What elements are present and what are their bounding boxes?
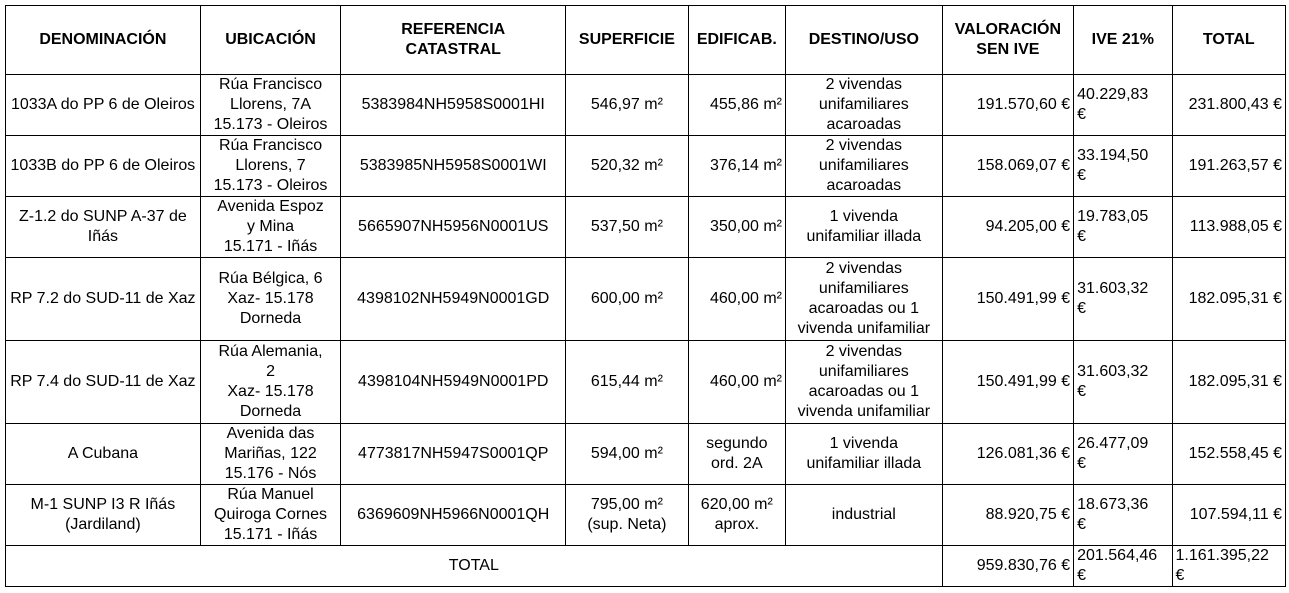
cell-destino: 1 vivenda unifamiliar illada xyxy=(786,424,943,485)
cell-valoracion: 88.920,75 € xyxy=(942,485,1074,546)
valuation-table xyxy=(5,5,1286,587)
cell-denominacion: 1033B do PP 6 de Oleiros xyxy=(6,136,201,197)
cell-ubicacion: Rúa Bélgica, 6 Xaz- 15.178 Dorneda xyxy=(200,258,341,341)
cell-referencia: 4398104NH5949N0001PD xyxy=(341,341,566,424)
cell-referencia: 4398102NH5949N0001GD xyxy=(341,258,566,341)
header-total: TOTAL xyxy=(1172,6,1286,75)
cell-denominacion: RP 7.4 do SUD-11 de Xaz xyxy=(6,341,201,424)
header-edificab: EDIFICAB. xyxy=(688,6,785,75)
cell-edificab: 455,86 m² xyxy=(688,75,785,136)
cell-total: 231.800,43 € xyxy=(1172,75,1286,136)
cell-edificab: 350,00 m² xyxy=(688,197,785,258)
cell-total: 182.095,31 € xyxy=(1172,258,1286,341)
cell-referencia: 4773817NH5947S0001QP xyxy=(341,424,566,485)
header-denominacion: DENOMINACIÓN xyxy=(6,6,201,75)
cell-superficie: 594,00 m² xyxy=(566,424,688,485)
cell-ubicacion: Rúa Manuel Quiroga Cornes 15.171 - Iñás xyxy=(200,485,341,546)
cell-ive: 31.603,32 € xyxy=(1074,341,1172,424)
header-destino: DESTINO/USO xyxy=(786,6,943,75)
cell-superficie: 600,00 m² xyxy=(566,258,688,341)
cell-destino: 1 vivenda unifamiliar illada xyxy=(786,197,943,258)
cell-superficie: 615,44 m² xyxy=(566,341,688,424)
cell-ubicacion: Avenida das Mariñas, 122 15.176 - Nós xyxy=(200,424,341,485)
cell-ive: 31.603,32 € xyxy=(1074,258,1172,341)
cell-denominacion: RP 7.2 do SUD-11 de Xaz xyxy=(6,258,201,341)
cell-total: 113.988,05 € xyxy=(1172,197,1286,258)
cell-valoracion: 150.491,99 € xyxy=(942,258,1074,341)
cell-total: 152.558,45 € xyxy=(1172,424,1286,485)
table-row xyxy=(6,485,1286,546)
cell-total: 107.594,11 € xyxy=(1172,485,1286,546)
cell-ive: 18.673,36 € xyxy=(1074,485,1172,546)
cell-referencia: 5383984NH5958S0001HI xyxy=(341,75,566,136)
cell-referencia: 5665907NH5956N0001US xyxy=(341,197,566,258)
cell-denominacion: Z-1.2 do SUNP A-37 de Iñás xyxy=(6,197,201,258)
total-ive: 201.564,46 € xyxy=(1074,546,1172,587)
cell-ubicacion: Rúa Alemania, 2 Xaz- 15.178 Dorneda xyxy=(200,341,341,424)
table-row xyxy=(6,424,1286,485)
cell-edificab: 460,00 m² xyxy=(688,258,785,341)
cell-edificab: 376,14 m² xyxy=(688,136,785,197)
cell-ubicacion: Rúa Francisco Llorens, 7A 15.173 - Oleiros xyxy=(200,75,341,136)
header-ive: IVE 21% xyxy=(1074,6,1172,75)
cell-destino: 2 vivendas unifamiliares acaroadas xyxy=(786,136,943,197)
table-row xyxy=(6,341,1286,424)
header-referencia: REFERENCIA CATASTRAL xyxy=(341,6,566,75)
cell-denominacion: M-1 SUNP I3 R Iñás (Jardiland) xyxy=(6,485,201,546)
cell-valoracion: 150.491,99 € xyxy=(942,341,1074,424)
cell-destino: 2 vivendas unifamiliares acaroadas ou 1 vivenda unifamiliar xyxy=(786,341,943,424)
total-total: 1.161.395,22 € xyxy=(1172,546,1286,587)
table-row xyxy=(6,136,1286,197)
header-valoracion: VALORACIÓN SEN IVE xyxy=(942,6,1074,75)
cell-ubicacion: Rúa Francisco Llorens, 7 15.173 - Oleiros xyxy=(200,136,341,197)
table-row xyxy=(6,197,1286,258)
header-superficie: SUPERFICIE xyxy=(566,6,688,75)
cell-total: 182.095,31 € xyxy=(1172,341,1286,424)
cell-referencia: 5383985NH5958S0001WI xyxy=(341,136,566,197)
header-row xyxy=(6,6,1286,75)
total-row xyxy=(6,546,1286,587)
cell-ive: 26.477,09 € xyxy=(1074,424,1172,485)
cell-edificab: 620,00 m² aprox. xyxy=(688,485,785,546)
cell-edificab: 460,00 m² xyxy=(688,341,785,424)
cell-destino: industrial xyxy=(786,485,943,546)
cell-superficie: 520,32 m² xyxy=(566,136,688,197)
cell-superficie: 537,50 m² xyxy=(566,197,688,258)
cell-destino: 2 vivendas unifamiliares acaroadas xyxy=(786,75,943,136)
cell-valoracion: 158.069,07 € xyxy=(942,136,1074,197)
cell-valoracion: 94.205,00 € xyxy=(942,197,1074,258)
table-row xyxy=(6,75,1286,136)
cell-valoracion: 126.081,36 € xyxy=(942,424,1074,485)
total-label: TOTAL xyxy=(6,546,943,587)
cell-ubicacion: Avenida Espoz y Mina 15.171 - Iñás xyxy=(200,197,341,258)
cell-total: 191.263,57 € xyxy=(1172,136,1286,197)
cell-superficie: 795,00 m² (sup. Neta) xyxy=(566,485,688,546)
cell-edificab: segundo ord. 2A xyxy=(688,424,785,485)
cell-ive: 19.783,05 € xyxy=(1074,197,1172,258)
cell-superficie: 546,97 m² xyxy=(566,75,688,136)
cell-ive: 33.194,50 € xyxy=(1074,136,1172,197)
cell-ive: 40.229,83 € xyxy=(1074,75,1172,136)
cell-valoracion: 191.570,60 € xyxy=(942,75,1074,136)
total-valoracion: 959.830,76 € xyxy=(942,546,1074,587)
cell-destino: 2 vivendas unifamiliares acaroadas ou 1 vivenda unifamiliar xyxy=(786,258,943,341)
cell-denominacion: A Cubana xyxy=(6,424,201,485)
cell-referencia: 6369609NH5966N0001QH xyxy=(341,485,566,546)
table-row xyxy=(6,258,1286,341)
header-ubicacion: UBICACIÓN xyxy=(200,6,341,75)
cell-denominacion: 1033A do PP 6 de Oleiros xyxy=(6,75,201,136)
